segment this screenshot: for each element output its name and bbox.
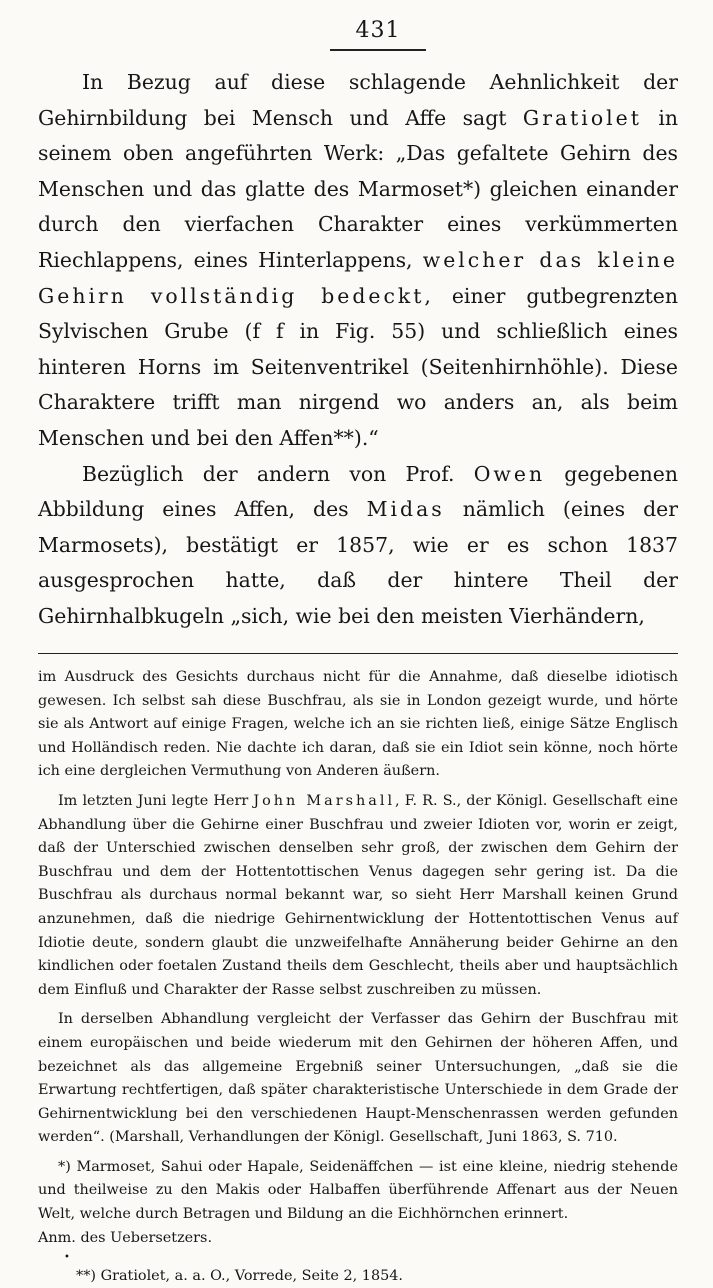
translator-note-signature: Anm. des Uebersetzers. (38, 1229, 213, 1246)
text-run: , einer gutbegrenzten Sylvischen Grube (f f in Fig. 55) und schließlich eines hinteren Horns im Seitenventrikel (Seitenhirnhöhle). Diese Charaktere trifft man nirgend wo anders an, als beim Menschen und bei den Affen**).“ (38, 283, 678, 450)
text-run: gegebenen Abbildung eines Affen, des (38, 461, 678, 522)
page-number: 431 (355, 18, 401, 43)
footnote-paragraph-marshall (38, 790, 678, 1002)
main-paragraph-2 (38, 457, 678, 635)
text-run: , F. R. S., der Königl. Gesellschaft eine Abhandlung über die Gehirne einer Buschfrau und zweier Idioten vor, worin er zeigt, daß der Unterschied zwischen denselben sehr groß, der zwischen dem Gehirn der Buschfrau und dem der Hottentottischen Venus dagegen sehr gering ist. Da die Buschfrau als durchaus normal bekannt war, so sieht Herr Marshall keinen Grund anzunehmen, daß die niedrige Gehirnentwicklung der Hottentottischen Venus auf Idiotie deute, sondern glaubt die unzweifelhafte Annäherung beider Gehirne an den kindlichen oder foetalen Zustand theils dem Geschlecht, theils aber und hauptsächlich dem Einfluß und Charakter der Rasse selbst zuschreiben zu müssen. (38, 792, 678, 998)
footnote-gratiolet: **) Gratiolet, a. a. O., Vorrede, Seite 2, 1854. (76, 1268, 404, 1285)
text-run: in seinem oben angeführten Werk: „Das gefaltete Gehirn des Menschen und das glatte des Marmoset*) gleichen einander durch den vierfachen Charakter eines verkümmerten Riechlappens, eines Hinterlappens, (38, 105, 678, 272)
main-text (38, 65, 678, 635)
midas-name: Midas (366, 497, 445, 522)
page-number-rule (330, 49, 426, 51)
footnotes (38, 666, 678, 1288)
main-paragraph-1 (38, 65, 678, 457)
footnote-separator (38, 653, 678, 655)
emphasized-phrase: welcher das kleine Gehirn vollständig bedeckt (38, 247, 678, 308)
text-run: Bezüglich der andern von Prof. (82, 461, 474, 486)
stray-mark: • (64, 1252, 70, 1264)
footnote-marmoset: *) Marmoset, Sahui oder Hapale, Seidenäffchen — ist eine kleine, niedrig stehende und theilweise zu den Makis oder Halbaffen überführende Affenart aus der Neuen Welt, welche durch Betragen und Bildung an die Eichhörnchen erinnert. (38, 1158, 678, 1223)
text-run: nämlich (eines der Marmosets), bestätigt er 1857, wie er es schon 1837 ausgesprochen hatte, daß der hintere Theil der Gehirnhalbkugeln „sich, wie bei den meisten Vierhändern, (38, 497, 678, 628)
text-run: Im letzten Juni legte Herr (58, 792, 254, 809)
john-marshall-name: John Marshall (253, 792, 396, 809)
author-name-spaced: Gratiolet (522, 105, 642, 130)
book-page (38, 18, 678, 1288)
footnote-continuation: im Ausdruck des Gesichts durchaus nicht für die Annahme, daß dieselbe idiotisch gewesen. Ich selbst sah diese Buschfrau, als sie in London gezeigt wurde, und hörte sie als Antwort auf einige Fragen, welche ich an sie richten ließ, einige Sätze Englisch und Holländisch reden. Nie dachte ich daran, daß sie ein Idiot sein könne, noch hörte ich eine dergleichen Vermuthung von Anderen äußern. (38, 669, 678, 780)
owen-name: Owen (473, 461, 546, 486)
text-run: In Bezug auf diese schlagende Aehnlichkeit der Gehirnbildung bei Mensch und Affe sagt (38, 70, 678, 130)
footnote-paragraph-comparison: In derselben Abhandlung vergleicht der Verfasser das Gehirn der Buschfrau mit einem europäischen und beide wiederum mit den Gehirnen der höheren Affen, und bezeichnet als das allgemeine Ergebniß seiner Untersuchungen, „daß sie die Erwartung rechtfertigen, daß später charakteristische Unterschiede in dem Grade der Gehirnentwicklung bei den verschiedenen Haupt-Menschenrassen werden gefunden werden“. (Marshall, Verhandlungen der Königl. Gesellschaft, Juni 1863, S. 710. (38, 1011, 678, 1146)
